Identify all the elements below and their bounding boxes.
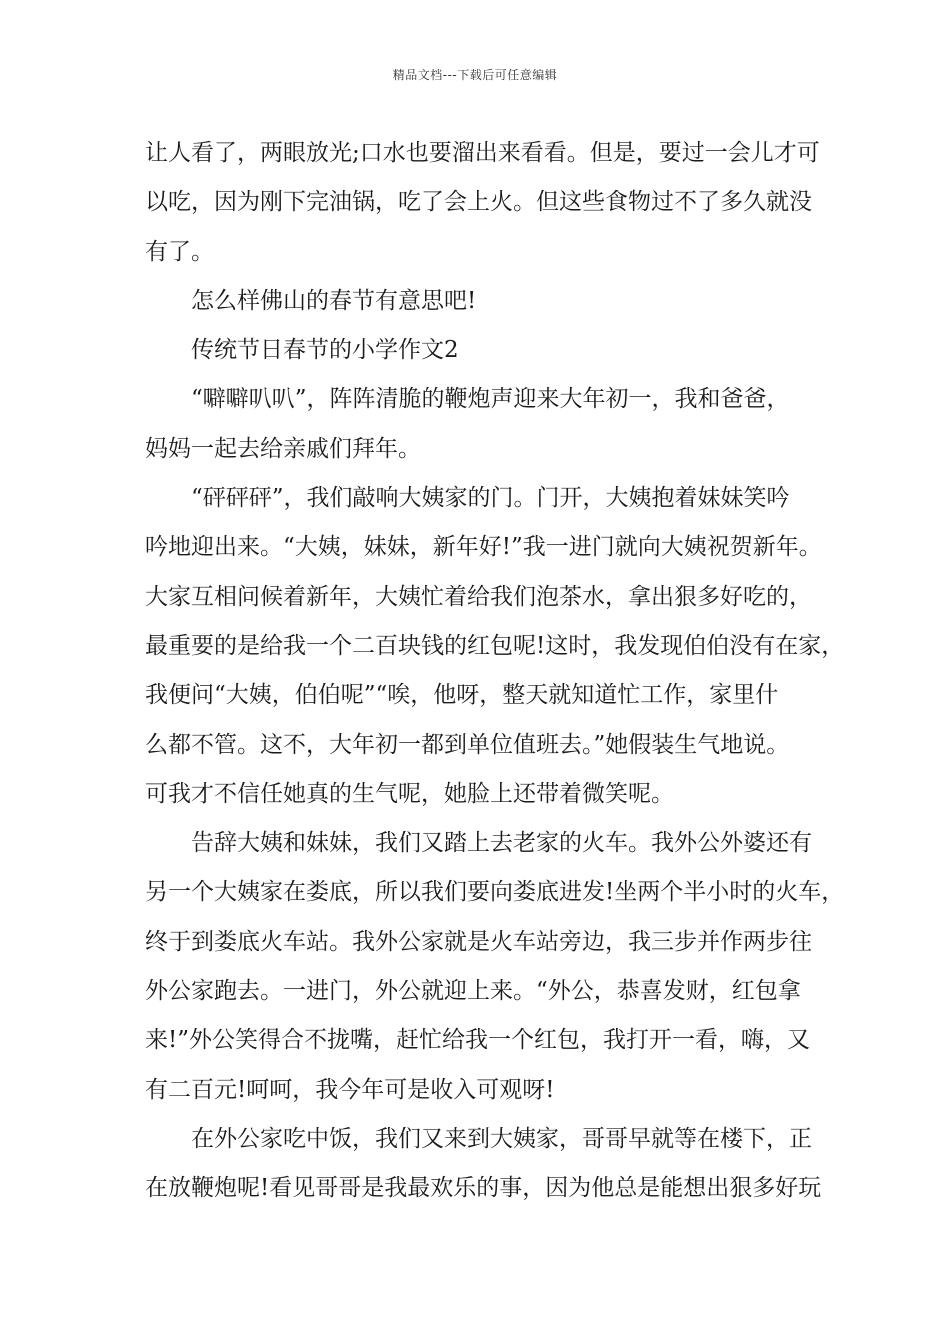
text-line: 在外公家吃中饭，我们又来到大姨家，哥哥早就等在楼下，正	[191, 1125, 812, 1152]
text-line: 最重要的是给我一个二百块钱的红包呢!这时，我发现伯伯没有在家，	[145, 632, 845, 659]
text-line: “噼噼叭叭”，阵阵清脆的鞭炮声迎来大年初一，我和爸爸，	[191, 386, 790, 413]
text-line: 有二百元!呵呵，我今年可是收入可观呀!	[145, 1076, 555, 1103]
page-header: 精品文档---下载后可任意编辑	[392, 68, 558, 82]
essay-title: 传统节日春节的小学作文2	[191, 337, 459, 364]
text-line: 外公家跑去。一进门，外公就迎上来。“外公，恭喜发财，红包拿	[145, 978, 801, 1005]
text-line: 来!”外公笑得合不拢嘴，赶忙给我一个红包，我打开一看，嗨，又	[145, 1027, 811, 1054]
text-line: 有了。	[145, 238, 214, 265]
text-line: 另一个大姨家在娄底，所以我们要向娄底进发!坐两个半小时的火车，	[145, 879, 845, 906]
text-line: 告辞大姨和妹妹，我们又踏上去老家的火车。我外公外婆还有	[191, 830, 812, 857]
text-line: 么都不管。这不，大年初一都到单位值班去。”她假装生气地说。	[145, 731, 790, 758]
text-line: 大家互相问候着新年，大姨忙着给我们泡茶水，拿出狠多好吃的，	[145, 583, 812, 610]
text-line: 可我才不信任她真的生气呢，她脸上还带着微笑呢。	[145, 780, 674, 807]
text-line: 终于到娄底火车站。我外公家就是火车站旁边，我三步并作两步往	[145, 928, 812, 955]
text-line: “砰砰砰”，我们敲响大姨家的门。门开，大姨抱着妹妹笑吟	[191, 485, 790, 512]
text-line: 在放鞭炮呢!看见哥哥是我最欢乐的事，因为他总是能想出狠多好玩	[145, 1175, 822, 1202]
text-line: 妈妈一起去给亲戚们拜年。	[145, 435, 421, 462]
text-line: 以吃，因为刚下完油锅，吃了会上火。但这些食物过不了多久就没	[145, 189, 812, 216]
text-line: 让人看了，两眼放光;口水也要溜出来看看。但是，要过一会儿才可	[145, 140, 820, 166]
text-line: 怎么样佛山的春节有意思吧!	[191, 287, 477, 314]
text-line: 吟地迎出来。“大姨，妹妹，新年好!”我一进门就向大姨祝贺新年。	[145, 534, 822, 561]
document-body	[145, 129, 845, 1214]
text-line: 我便问“大姨，伯伯呢”“唉，他呀，整天就知道忙工作，家里什	[145, 682, 779, 709]
